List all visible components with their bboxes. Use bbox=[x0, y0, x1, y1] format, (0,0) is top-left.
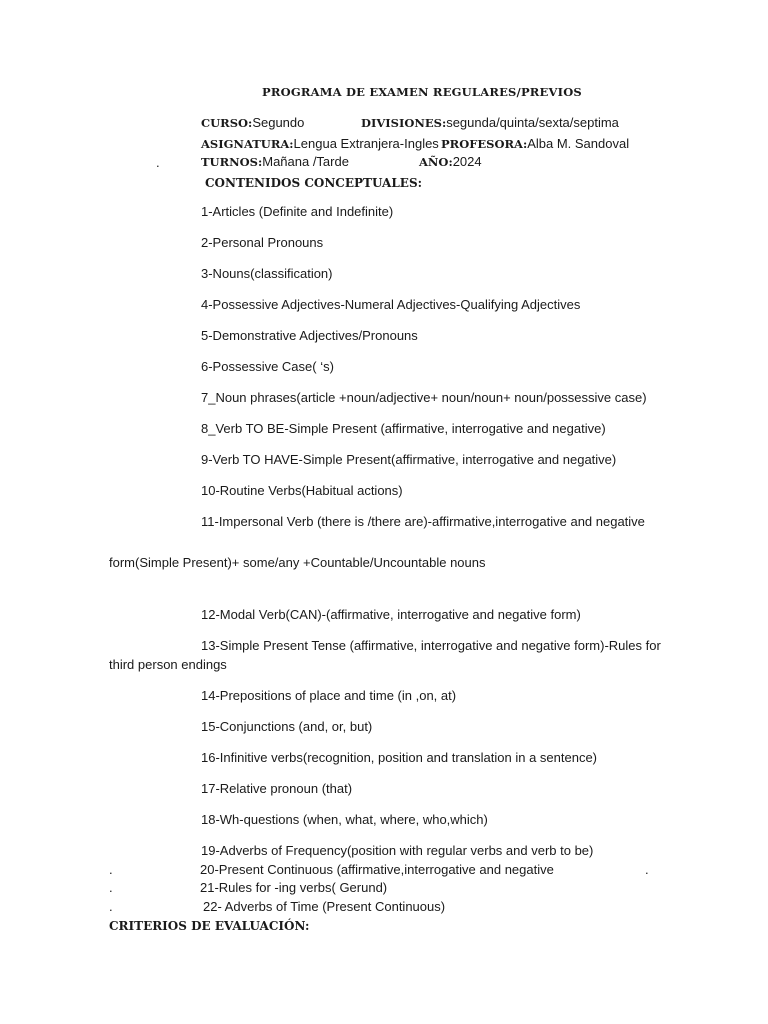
margin-dot: . bbox=[156, 155, 160, 170]
list-item: 11-Impersonal Verb (there is /there are)-affirmative,interrogative and negative bbox=[201, 514, 645, 529]
anio-value: 2024 bbox=[452, 154, 482, 169]
curso-value: Segundo bbox=[252, 115, 305, 130]
list-item: 17-Relative pronoun (that) bbox=[201, 781, 353, 796]
list-item: 12-Modal Verb(CAN)-(affirmative, interrogative and negative form) bbox=[201, 607, 581, 622]
margin-dot: . bbox=[109, 862, 113, 877]
list-item: 14-Prepositions of place and time (in ,on, at) bbox=[201, 688, 457, 703]
profesora-field bbox=[441, 136, 629, 152]
turnos-field bbox=[201, 154, 349, 170]
margin-dot: . bbox=[645, 862, 649, 877]
asignatura-label: ASIGNATURA: bbox=[201, 137, 294, 151]
list-item: 16-Infinitive verbs(recognition, position and translation in a sentence) bbox=[201, 750, 598, 765]
anio-field bbox=[419, 154, 482, 170]
criterios-heading: CRITERIOS DE EVALUACIÓN: bbox=[109, 919, 310, 933]
list-item: 19-Adverbs of Frequency(position with regular verbs and verb to be) bbox=[201, 843, 594, 858]
list-item: 20-Present Continuous (affirmative,interrogative and negative bbox=[200, 862, 554, 877]
profesora-label: PROFESORA: bbox=[441, 137, 528, 151]
list-item: 22- Adverbs of Time (Present Continuous) bbox=[203, 899, 446, 914]
list-item: 18-Wh-questions (when, what, where, who,which) bbox=[201, 812, 488, 827]
list-item: 4-Possessive Adjectives-Numeral Adjectives-Qualifying Adjectives bbox=[201, 297, 581, 312]
asignatura-value: Lengua Extranjera-Ingles bbox=[293, 136, 439, 151]
list-item: 5-Demonstrative Adjectives/Pronouns bbox=[201, 328, 418, 343]
list-item: 8_Verb TO BE-Simple Present (affirmative, interrogative and negative) bbox=[201, 421, 606, 436]
profesora-value: Alba M. Sandoval bbox=[527, 136, 630, 151]
list-item: 15-Conjunctions (and, or, but) bbox=[201, 719, 373, 734]
list-item-continuation: third person endings bbox=[109, 657, 227, 672]
curso-label: CURSO: bbox=[201, 116, 253, 130]
list-item: 6-Possessive Case( ‘s) bbox=[201, 359, 334, 374]
contenidos-heading: CONTENIDOS CONCEPTUALES: bbox=[205, 176, 423, 190]
list-item: 3-Nouns(classification) bbox=[201, 266, 333, 281]
divisiones-field bbox=[361, 115, 619, 131]
list-item: 21-Rules for -ing verbs( Gerund) bbox=[200, 880, 388, 895]
turnos-value: Mañana /Tarde bbox=[262, 154, 349, 169]
list-item: 13-Simple Present Tense (affirmative, interrogative and negative form)-Rules for bbox=[201, 638, 661, 653]
margin-dot: . bbox=[109, 880, 113, 895]
turnos-label: TURNOS: bbox=[201, 155, 263, 169]
list-item: 7_Noun phrases(article +noun/adjective+ noun/noun+ noun/possessive case) bbox=[201, 390, 647, 405]
list-item: 9-Verb TO HAVE-Simple Present(affirmative, interrogative and negative) bbox=[201, 452, 617, 467]
asignatura-field bbox=[201, 136, 439, 152]
anio-label: AÑO: bbox=[419, 155, 453, 169]
list-item: 2-Personal Pronouns bbox=[201, 235, 324, 250]
divisiones-value: segunda/quinta/sexta/septima bbox=[446, 115, 619, 130]
list-item-continuation: form(Simple Present)+ some/any +Countable/Uncountable nouns bbox=[109, 555, 486, 570]
list-item: 1-Articles (Definite and Indefinite) bbox=[201, 204, 394, 219]
list-item: 10-Routine Verbs(Habitual actions) bbox=[201, 483, 403, 498]
curso-field bbox=[201, 115, 304, 131]
page-title: PROGRAMA DE EXAMEN REGULARES/PREVIOS bbox=[262, 85, 582, 99]
divisiones-label: DIVISIONES: bbox=[361, 116, 447, 130]
margin-dot: . bbox=[109, 899, 113, 914]
